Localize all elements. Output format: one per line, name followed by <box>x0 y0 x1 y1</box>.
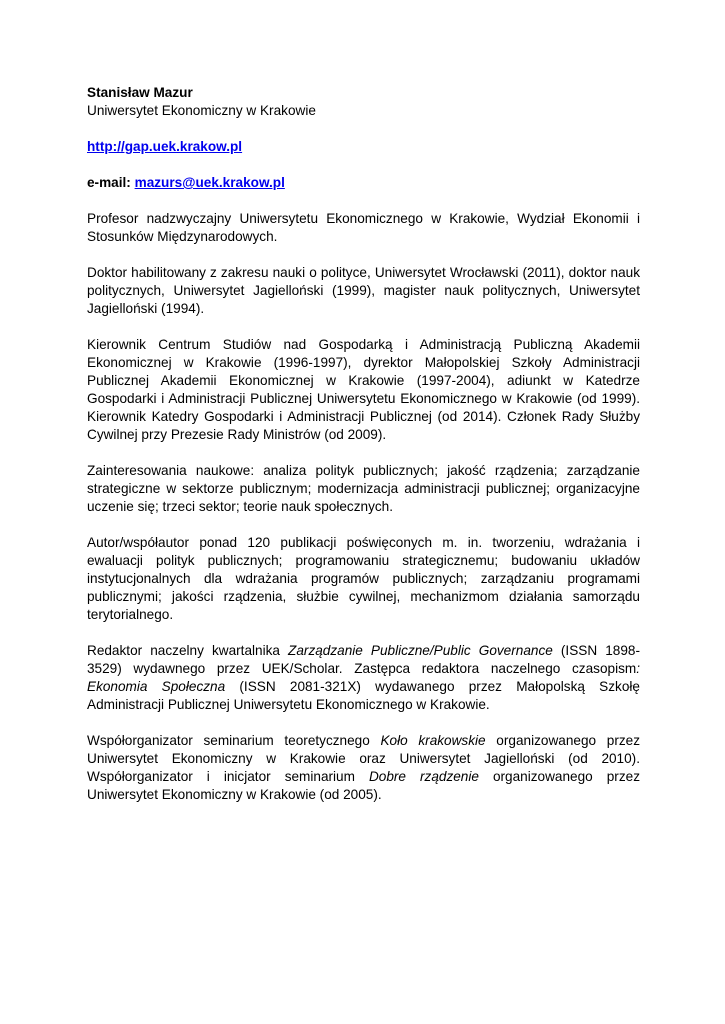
seminar-title-kolo: Koło krakowskie <box>380 733 486 748</box>
seminar-text-e: organizowanego przez Uniwersytet Ekonomiczny w Krakowie (od 2005). <box>87 769 640 802</box>
journal-title-es: : Ekonomia Społeczna <box>87 661 640 694</box>
seminar-text-c: organizowanego przez Uniwersytet Ekonomiczny w Krakowie oraz Uniwersytet Jagielloński (od 2010). Współorganizator i inicjator seminarium <box>87 733 640 784</box>
editorial-text-c: (ISSN 1898-3529) wydawnego przez UEK/Scholar. Zastępca redaktora naczelnego czasopism <box>87 643 640 676</box>
email-label: e-mail: <box>87 175 131 190</box>
paragraph-career: Kierownik Centrum Studiów nad Gospodarką i Administracją Publiczną Akademii Ekonomicznej w Krakowie (1996-1997), dyrektor Małopolskiej Szkoły Administracji Publicznej Akademii Ekonomicznej w Krakowie (1997-2004), adiunkt w Katedrze Gospodarki i Administracji Publicznej Uniwersytetu Ekonomicznego w Krakowie (od 1999). Kierownik Katedry Gospodarki i Administracji Publicznej (od 2014). Członek Rady Służby Cywilnej przy Prezesie Rady Ministrów (od 2009). <box>87 337 640 442</box>
paragraph-degrees: Doktor habilitowany z zakresu nauki o polityce, Uniwersytet Wrocławski (2011), doktor nauk politycznych, Uniwersytet Jagielloński (1999), magister nauk politycznych, Uniwersytet Jagielloński (1994). <box>87 265 640 316</box>
editorial-text-e: (ISSN 2081-321X) wydawanego przez Małopolską Szkołę Administracji Publicznej Uniwersytetu Ekonomicznego w Krakowie. <box>87 679 640 712</box>
paragraph-position: Profesor nadzwyczajny Uniwersytetu Ekonomicznego w Krakowie, Wydział Ekonomii i Stosunków Międzynarodowych. <box>87 211 640 244</box>
paragraph-editorial <box>87 642 640 714</box>
website-link[interactable]: http://gap.uek.krakow.pl <box>87 139 243 154</box>
seminar-title-dobre: Dobre rządzenie <box>368 769 479 784</box>
email-line <box>87 174 640 192</box>
paragraph-seminars <box>87 732 640 804</box>
paragraph-publications: Autor/współautor ponad 120 publikacji poświęconych m. in. tworzeniu, wdrażania i ewaluacji polityk publicznych; programowaniu strategicznemu; budowaniu układów instytucjonalnych dla wdrażania programów publicznych; zarządzaniu programami publicznymi; jakości rządzenia, służbie cywilnej, mechanizmom działania samorządu terytorialnego. <box>87 535 640 622</box>
author-affiliation: Uniwersytet Ekonomiczny w Krakowie <box>87 103 316 118</box>
document-page <box>87 84 640 804</box>
author-name: Stanisław Mazur <box>87 85 193 100</box>
website-line <box>87 138 640 156</box>
seminar-text-a: Współorganizator seminarium teoretycznego <box>87 733 381 748</box>
paragraph-interests: Zainteresowania naukowe: analiza polityk publicznych; jakość rządzenia; zarządzanie strategiczne w sektorze publicznym; modernizacja administracji publicznej; organizacyjne uczenie się; trzeci sektor; teorie nauk społecznych. <box>87 463 640 514</box>
email-link[interactable]: mazurs@uek.krakow.pl <box>134 175 285 190</box>
editorial-text-a: Redaktor naczelny kwartalnika <box>87 643 289 658</box>
journal-title-zp: Zarządzanie Publiczne/Public Governance <box>288 643 553 658</box>
